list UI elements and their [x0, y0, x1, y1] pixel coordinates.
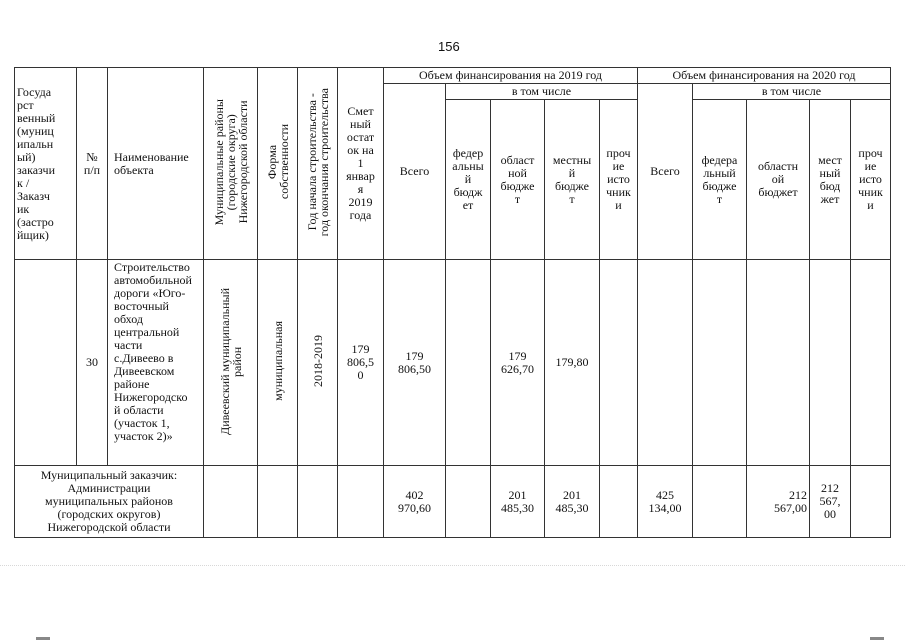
header-num: № п/п [77, 68, 108, 260]
row-regional-2019: 179 626,70 [491, 260, 545, 466]
header-total-2019: Всего [384, 84, 446, 260]
header-total-2020: Всего [638, 84, 693, 260]
summary-other-2020 [851, 466, 891, 538]
row-period-cell [298, 260, 338, 466]
summary-federal-2019 [446, 466, 491, 538]
summary-empty-3 [298, 466, 338, 538]
summary-empty-2 [258, 466, 298, 538]
row-district-cell [204, 260, 258, 466]
header-period: Год начала строительства - год окончания строительства [304, 87, 331, 237]
header-fin-2020: Объем финансирования на 2020 год [638, 68, 891, 84]
header-districts: Муниципальные районы (городские округа) Нижегородской области [211, 98, 250, 226]
row-local-2019: 179,80 [545, 260, 600, 466]
summary-other-2019 [600, 466, 638, 538]
row-object-name: Строительство автомобильной дороги «Юго- восточный обход центральной части с.Дивеево в Дивеевском районе Нижегородско й области (участок 1, участок 2)» [108, 260, 204, 466]
page-number: 156 [438, 39, 460, 54]
row-total-2019: 179 806,50 [384, 260, 446, 466]
header-regional-2019: област ной бюдже т [491, 100, 545, 260]
row-estimate: 179 806,5 0 [338, 260, 384, 466]
summary-row [15, 466, 891, 538]
financing-table [14, 67, 891, 538]
row-customer [15, 260, 77, 466]
header-local-2020: мест ный бюд жет [810, 100, 851, 260]
row-ownership-cell [258, 260, 298, 466]
row-period: 2018-2019 [310, 335, 325, 387]
header-estimate: Смет ный остат ок на 1 январ я 2019 года [338, 68, 384, 260]
header-other-2020: проч ие исто чник и [851, 100, 891, 260]
table-row [15, 260, 891, 466]
scan-fold-line [0, 565, 905, 567]
row-federal-2019 [446, 260, 491, 466]
summary-label: Муниципальный заказчик: Администрации муниципальных районов (городских округов) Нижегородской области [15, 466, 204, 538]
header-fin-2019: Объем финансирования на 2019 год [384, 68, 638, 84]
summary-federal-2020 [693, 466, 747, 538]
header-object-name: Наименование объекта [108, 68, 204, 260]
header-including-2019: в том числе [446, 84, 638, 100]
header-ownership-cell [258, 68, 298, 260]
summary-regional-2020: 212 567,00 [747, 466, 810, 538]
summary-total-2019: 402 970,60 [384, 466, 446, 538]
row-local-2020 [810, 260, 851, 466]
header-districts-cell [204, 68, 258, 260]
row-district: Дивеевский муниципальный район [217, 287, 244, 435]
header-ownership: Форма собственности [264, 124, 291, 200]
header-other-2019: проч ие исто чник и [600, 100, 638, 260]
header-regional-2020: областн ой бюджет [747, 100, 810, 260]
row-federal-2020 [693, 260, 747, 466]
summary-empty-1 [204, 466, 258, 538]
header-period-cell [298, 68, 338, 260]
summary-local-2019: 201 485,30 [545, 466, 600, 538]
summary-regional-2019: 201 485,30 [491, 466, 545, 538]
summary-local-2020: 212 567, 00 [810, 466, 851, 538]
header-federal-2019: федер альны й бюдж ет [446, 100, 491, 260]
row-num: 30 [77, 260, 108, 466]
row-total-2020 [638, 260, 693, 466]
summary-empty-4 [338, 466, 384, 538]
row-other-2019 [600, 260, 638, 466]
header-customer: Госуда рст венный (муниц ипальн ый) заказчи к / Заказч ик (застро йщик) [15, 68, 77, 260]
summary-total-2020: 425 134,00 [638, 466, 693, 538]
header-including-2020: в том числе [693, 84, 891, 100]
header-federal-2020: федера льный бюдже т [693, 100, 747, 260]
row-regional-2020 [747, 260, 810, 466]
row-ownership: муниципальная [270, 321, 285, 401]
row-other-2020 [851, 260, 891, 466]
header-local-2019: местны й бюдже т [545, 100, 600, 260]
